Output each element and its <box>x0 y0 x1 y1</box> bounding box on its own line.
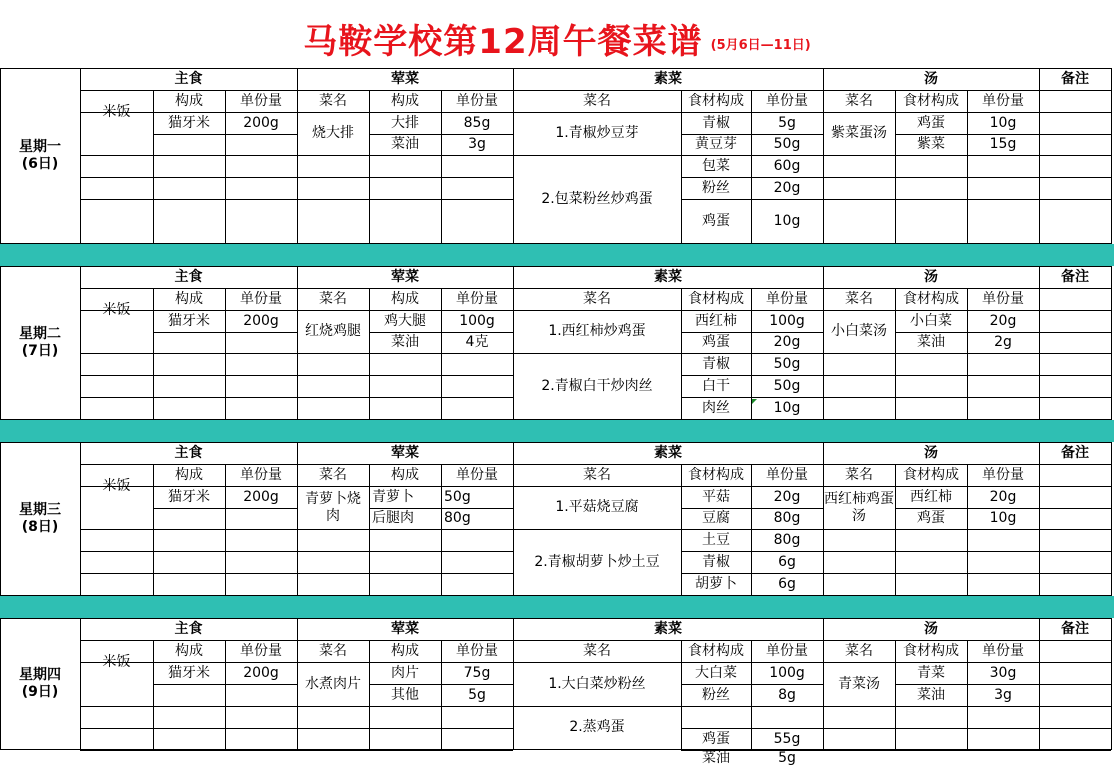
day-label <box>0 68 80 243</box>
meat-header: 荤菜 <box>391 620 419 637</box>
portion: 20g <box>773 179 801 196</box>
ingredient: 其他 <box>391 686 419 703</box>
portion: 50g <box>444 488 471 505</box>
ingredient: 菜油 <box>917 686 945 703</box>
col-header: 构成 <box>391 466 419 483</box>
ingredient: 菜油 <box>391 334 419 350</box>
col-header: 食材构成 <box>688 290 744 307</box>
grid-line <box>80 573 153 574</box>
col-header: 构成 <box>175 466 203 483</box>
col-header: 构成 <box>391 642 419 659</box>
grid-line <box>153 706 297 707</box>
portion: 80g <box>773 510 801 526</box>
col-header: 单份量 <box>456 642 498 659</box>
col-header: 单份量 <box>982 642 1024 659</box>
ingredient: 西红柿 <box>695 312 737 329</box>
col-header: 单份量 <box>982 92 1024 109</box>
grid-line <box>80 529 153 530</box>
staple-name: 米饭 <box>102 103 131 120</box>
portion: 20g <box>989 488 1017 505</box>
grid-line <box>895 353 1111 354</box>
grid-line <box>895 155 1111 156</box>
day-separator-band <box>0 596 1114 618</box>
col-header: 菜名 <box>319 92 347 109</box>
portion: 10g <box>989 114 1017 131</box>
col-header: 单份量 <box>240 466 282 483</box>
grid-line <box>80 155 153 156</box>
portion: 8g <box>778 686 796 703</box>
col-header: 单份量 <box>766 642 808 659</box>
ingredient: 鸡蛋 <box>702 730 730 747</box>
grid-line <box>895 199 1111 200</box>
portion: 10g <box>773 399 801 416</box>
ingredient: 大排 <box>391 114 419 131</box>
grid-line <box>153 134 297 135</box>
ingredient: 猫牙米 <box>168 312 210 329</box>
weekday: 星期二 <box>19 325 61 342</box>
portion: 2g <box>994 334 1012 350</box>
grid-line <box>823 177 895 178</box>
grid-line <box>153 551 297 552</box>
portion: 5g <box>778 750 796 766</box>
staple-header: 主食 <box>174 268 203 285</box>
ingredient: 青椒 <box>702 355 730 372</box>
grid-line <box>823 529 895 530</box>
grid-line <box>297 177 369 178</box>
page-title: 马鞍学校第12周午餐菜谱 <box>303 22 703 62</box>
grid-line <box>153 573 297 574</box>
grid-line <box>153 750 297 751</box>
ingredient: 青椒 <box>702 114 730 131</box>
remark-header: 备注 <box>1061 70 1089 87</box>
grid-line <box>153 155 297 156</box>
col-header: 单份量 <box>766 466 808 483</box>
grid-line <box>80 728 153 729</box>
ingredient: 胡萝卜 <box>695 575 737 592</box>
ingredient: 后腿肉 <box>372 510 414 526</box>
col-header: 菜名 <box>845 290 873 307</box>
day-date: (7日) <box>21 342 59 359</box>
col-header: 食材构成 <box>903 290 959 307</box>
portion: 3g <box>994 686 1012 703</box>
portion: 200g <box>243 312 279 329</box>
page-subtitle: (5月6日—11日) <box>710 38 811 53</box>
grid-line <box>1111 442 1112 595</box>
col-header: 食材构成 <box>903 92 959 109</box>
ingredient: 鸡蛋 <box>702 334 730 350</box>
portion: 200g <box>243 114 279 131</box>
ingredient: 猫牙米 <box>168 114 210 131</box>
grid-line <box>369 529 513 530</box>
staple-name: 米饭 <box>102 653 131 670</box>
ingredient: 青菜 <box>917 664 945 681</box>
soup-header: 汤 <box>924 620 938 637</box>
col-header: 单份量 <box>982 290 1024 307</box>
day-date: (6日) <box>21 155 59 172</box>
col-header: 单份量 <box>982 466 1024 483</box>
grid-line <box>153 397 297 398</box>
ingredient: 青萝卜 <box>372 488 414 505</box>
grid-line <box>369 177 513 178</box>
portion: 20g <box>773 488 801 505</box>
veg-header: 素菜 <box>654 268 682 285</box>
grid-line <box>895 706 1111 707</box>
col-header: 菜名 <box>319 466 347 483</box>
staple-header: 主食 <box>174 620 203 637</box>
ingredient: 小白菜 <box>910 312 952 329</box>
veg-dish-name: 2.包菜粉丝炒鸡蛋 <box>541 190 653 207</box>
grid-line <box>1111 68 1112 243</box>
col-header: 单份量 <box>240 92 282 109</box>
grid-line <box>369 375 513 376</box>
col-header: 单份量 <box>456 92 498 109</box>
col-header: 构成 <box>391 92 419 109</box>
col-header: 菜名 <box>583 92 611 109</box>
ingredient: 粉丝 <box>702 179 730 196</box>
portion: 10g <box>773 212 801 229</box>
grid-line <box>895 728 1111 729</box>
meat-dish-name: 青萝卜烧肉 <box>305 490 361 524</box>
ingredient: 菜油 <box>917 334 945 350</box>
grid-line <box>823 728 895 729</box>
veg-dish-name: 1.大白菜炒粉丝 <box>548 675 646 692</box>
veg-header: 素菜 <box>654 620 682 637</box>
grid-line <box>895 177 1111 178</box>
col-header: 单份量 <box>456 290 498 307</box>
veg-header: 素菜 <box>654 444 682 461</box>
grid-line <box>80 199 153 200</box>
portion: 80g <box>773 531 801 548</box>
grid-line <box>153 353 297 354</box>
grid-line <box>297 750 369 751</box>
grid-line <box>153 375 297 376</box>
veg-dish-name: 2.蒸鸡蛋 <box>569 719 625 735</box>
portion: 30g <box>989 664 1017 681</box>
col-header: 构成 <box>175 92 203 109</box>
portion: 50g <box>773 355 801 372</box>
ingredient: 粉丝 <box>702 686 730 703</box>
col-header: 菜名 <box>319 642 347 659</box>
col-header: 单份量 <box>456 466 498 483</box>
grid-line <box>369 706 513 707</box>
veg-dish-name: 1.平菇烧豆腐 <box>555 499 639 515</box>
ingredient: 猫牙米 <box>168 488 210 505</box>
weekday: 星期一 <box>19 138 61 155</box>
portion: 10g <box>989 510 1017 526</box>
grid-line <box>823 551 895 552</box>
ingredient: 西红柿 <box>910 488 952 505</box>
veg-dish-name: 2.青椒白干炒肉丝 <box>541 377 653 394</box>
soup-header: 汤 <box>924 268 938 285</box>
grid-line <box>1111 266 1112 419</box>
col-header: 食材构成 <box>903 466 959 483</box>
veg-dish-name: 2.青椒胡萝卜炒土豆 <box>534 553 660 570</box>
col-header: 菜名 <box>845 92 873 109</box>
meat-header: 荤菜 <box>391 70 419 87</box>
remark-header: 备注 <box>1061 620 1089 637</box>
portion: 85g <box>463 114 491 131</box>
remark-header: 备注 <box>1061 444 1089 461</box>
meat-dish-name: 水煮肉片 <box>305 675 361 692</box>
grid-line <box>297 728 369 729</box>
ingredient: 肉片 <box>391 664 419 681</box>
portion: 50g <box>773 136 801 152</box>
ingredient: 土豆 <box>702 531 730 548</box>
portion: 100g <box>769 312 805 329</box>
grid-line <box>297 397 369 398</box>
grid-line <box>153 728 297 729</box>
grid-line <box>895 573 1111 574</box>
ingredient: 豆腐 <box>702 510 730 526</box>
grid-line <box>895 529 1111 530</box>
staple-name: 米饭 <box>102 477 131 494</box>
remark-header: 备注 <box>1061 268 1089 285</box>
grid-line <box>153 508 297 509</box>
grid-line <box>297 573 369 574</box>
grid-line <box>823 375 895 376</box>
meat-header: 荤菜 <box>391 444 419 461</box>
ingredient: 鸡蛋 <box>917 510 945 526</box>
grid-line <box>823 155 895 156</box>
ingredient: 菜油 <box>702 750 730 766</box>
portion: 20g <box>773 334 801 350</box>
grid-line <box>823 706 895 707</box>
grid-line <box>369 551 513 552</box>
day-label <box>0 266 80 419</box>
ingredient: 肉丝 <box>702 399 730 416</box>
portion: 5g <box>468 686 486 703</box>
col-header: 菜名 <box>583 466 611 483</box>
portion: 60g <box>773 157 801 174</box>
col-header: 菜名 <box>583 290 611 307</box>
col-header: 食材构成 <box>688 642 744 659</box>
weekday: 星期四 <box>19 666 61 683</box>
portion: 75g <box>463 664 491 681</box>
day-date: (9日) <box>21 683 59 700</box>
soup-name: 西红柿鸡蛋汤 <box>824 490 894 524</box>
grid-line <box>80 706 153 707</box>
meat-dish-name: 红烧鸡腿 <box>305 323 361 339</box>
col-header: 构成 <box>175 290 203 307</box>
grid-line <box>369 353 513 354</box>
ingredient: 包菜 <box>702 157 730 174</box>
cell-marker-icon <box>752 399 757 404</box>
grid-line <box>369 750 513 751</box>
grid-line <box>369 573 513 574</box>
col-header: 单份量 <box>240 642 282 659</box>
grid-line <box>297 353 369 354</box>
ingredient: 鸡蛋 <box>917 114 945 131</box>
grid-line <box>681 706 823 707</box>
ingredient: 大白菜 <box>695 664 737 681</box>
col-header: 单份量 <box>240 290 282 307</box>
ingredient: 鸡大腿 <box>384 312 426 329</box>
staple-header: 主食 <box>174 70 203 87</box>
veg-dish-name: 1.青椒炒豆芽 <box>555 125 639 141</box>
col-header: 菜名 <box>845 466 873 483</box>
grid-line <box>823 573 895 574</box>
col-header: 食材构成 <box>688 466 744 483</box>
staple-header: 主食 <box>174 444 203 461</box>
soup-name: 小白菜汤 <box>831 323 887 339</box>
grid-line <box>369 155 513 156</box>
grid-line <box>895 750 1111 751</box>
portion: 20g <box>989 312 1017 329</box>
col-header: 菜名 <box>583 642 611 659</box>
ingredient: 平菇 <box>702 488 730 505</box>
grid-line <box>1111 618 1112 749</box>
grid-line <box>297 155 369 156</box>
grid-line <box>895 551 1111 552</box>
day-label <box>0 442 80 595</box>
grid-line <box>297 529 369 530</box>
grid-line <box>80 177 153 178</box>
col-header: 食材构成 <box>903 642 959 659</box>
grid-line <box>369 728 513 729</box>
staple-name: 米饭 <box>102 301 131 318</box>
grid-line <box>823 750 895 751</box>
portion: 3g <box>468 136 486 152</box>
portion: 80g <box>444 510 471 526</box>
soup-name: 青菜汤 <box>838 675 880 692</box>
grid-line <box>80 375 153 376</box>
grid-line <box>80 397 153 398</box>
day-separator-band <box>0 420 1114 442</box>
grid-line <box>895 375 1111 376</box>
soup-header: 汤 <box>924 444 938 461</box>
ingredient: 紫菜 <box>917 136 945 152</box>
portion: 55g <box>773 730 801 747</box>
grid-line <box>297 551 369 552</box>
grid-line <box>80 750 153 751</box>
grid-line <box>153 332 297 333</box>
meat-dish-name: 烧大排 <box>312 125 354 141</box>
day-date: (8日) <box>21 518 59 535</box>
portion: 100g <box>459 312 495 329</box>
meat-header: 荤菜 <box>391 268 419 285</box>
grid-line <box>153 199 297 200</box>
portion: 100g <box>769 664 805 681</box>
grid-line <box>297 375 369 376</box>
grid-line <box>80 353 153 354</box>
day-label <box>0 618 80 749</box>
portion: 5g <box>778 114 796 131</box>
grid-line <box>297 706 369 707</box>
soup-name: 紫菜蛋汤 <box>831 125 887 141</box>
col-header: 单份量 <box>766 290 808 307</box>
ingredient: 鸡蛋 <box>702 212 730 229</box>
veg-header: 素菜 <box>654 70 682 87</box>
soup-header: 汤 <box>924 70 938 87</box>
col-header: 菜名 <box>319 290 347 307</box>
grid-line <box>823 353 895 354</box>
ingredient: 黄豆芽 <box>695 136 737 152</box>
portion: 200g <box>243 664 279 681</box>
veg-dish-name: 1.西红柿炒鸡蛋 <box>548 323 646 339</box>
grid-line <box>297 199 369 200</box>
grid-line <box>153 177 297 178</box>
grid-line <box>823 397 895 398</box>
grid-line <box>80 551 153 552</box>
weekday: 星期三 <box>19 501 61 518</box>
ingredient: 白干 <box>702 377 730 394</box>
col-header: 食材构成 <box>688 92 744 109</box>
grid-line <box>895 397 1111 398</box>
grid-line <box>369 199 513 200</box>
col-header: 构成 <box>391 290 419 307</box>
portion: 50g <box>773 377 801 394</box>
portion: 4克 <box>465 334 489 350</box>
col-header: 构成 <box>175 642 203 659</box>
col-header: 菜名 <box>845 642 873 659</box>
grid-line <box>369 397 513 398</box>
grid-line <box>823 199 895 200</box>
grid-line <box>153 684 297 685</box>
portion: 200g <box>243 488 279 505</box>
ingredient: 青椒 <box>702 553 730 570</box>
ingredient: 猫牙米 <box>168 664 210 681</box>
grid-line <box>153 529 297 530</box>
day-separator-band <box>0 244 1114 266</box>
portion: 6g <box>778 553 796 570</box>
ingredient: 菜油 <box>391 136 419 152</box>
portion: 6g <box>778 575 796 592</box>
portion: 15g <box>989 136 1017 152</box>
col-header: 单份量 <box>766 92 808 109</box>
